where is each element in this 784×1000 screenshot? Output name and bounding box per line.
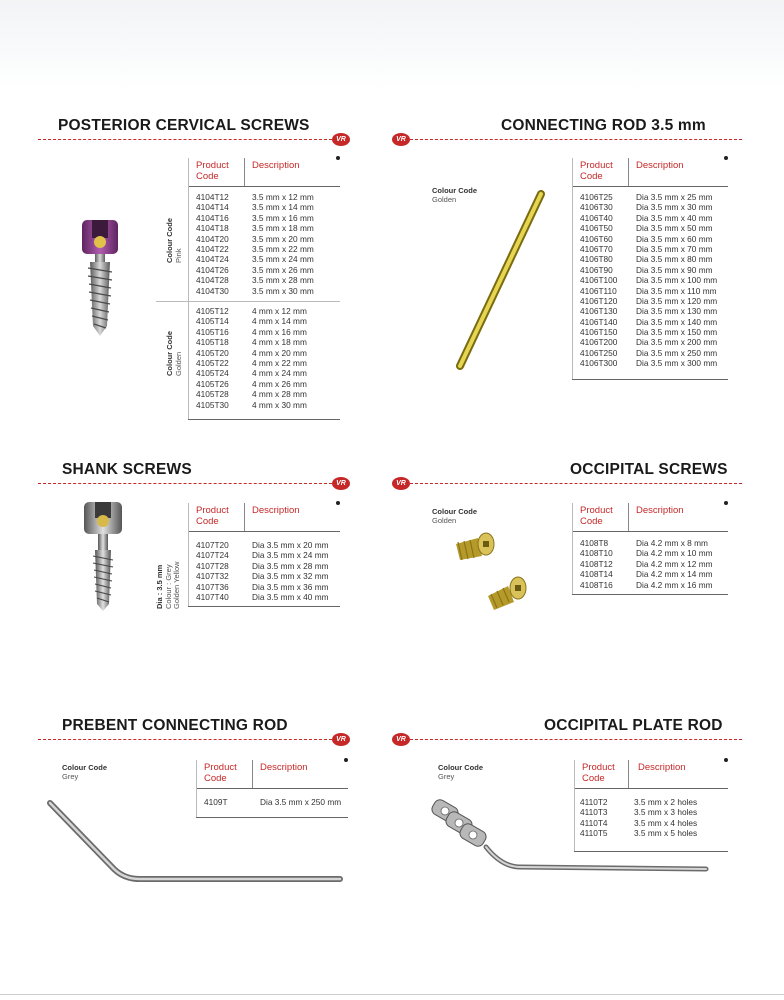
table-row: 4104T16 3.5 mm x 16 mm	[196, 212, 314, 223]
section-divider	[410, 739, 742, 740]
group-separator	[156, 301, 340, 302]
column-header-product-code: Product Code	[582, 762, 615, 784]
golden-occipital-screws-image	[448, 530, 538, 622]
table-corner-dot	[724, 758, 728, 762]
table-row: 4107T24 Dia 3.5 mm x 24 mm	[196, 550, 329, 561]
table-row: 4108T8 Dia 4.2 mm x 8 mm	[580, 538, 708, 548]
table-row: 4106T120 Dia 3.5 mm x 120 mm	[580, 295, 718, 306]
column-header-description: Description	[638, 762, 686, 773]
section-title: OCCIPITAL SCREWS	[570, 461, 728, 478]
header-rule	[574, 788, 728, 789]
table-row: 4106T110 Dia 3.5 mm x 110 mm	[580, 285, 717, 296]
column-divider	[628, 158, 629, 186]
table-row: 4106T80 Dia 3.5 mm x 80 mm	[580, 254, 713, 265]
table-row: 4106T130 Dia 3.5 mm x 130 mm	[580, 306, 718, 317]
vr-logo-badge: VR	[332, 477, 350, 490]
table-row: 4105T12 4 mm x 12 mm	[196, 306, 307, 316]
table-bottom-rule	[574, 851, 728, 852]
table-corner-dot	[724, 501, 728, 505]
table-row: 4107T28 Dia 3.5 mm x 28 mm	[196, 560, 329, 571]
colour-code-label-pink: Colour Code Pink	[165, 218, 183, 263]
table-row: 4105T18 4 mm x 18 mm	[196, 337, 307, 348]
table-row: 4106T60 Dia 3.5 mm x 60 mm	[580, 233, 713, 244]
table-row: 4107T40 Dia 3.5 mm x 40 mm	[196, 591, 329, 602]
column-header-description: Description	[636, 160, 684, 171]
golden-connecting-rod-image	[448, 190, 548, 370]
table-row: 4106T200 Dia 3.5 mm x 200 mm	[580, 337, 718, 348]
section-divider	[38, 483, 332, 484]
table-row: 4110T5 3.5 mm x 5 holes	[580, 828, 698, 839]
section-title: PREBENT CONNECTING ROD	[62, 717, 288, 734]
column-divider	[244, 158, 245, 186]
section-title: SHANK SCREWS	[62, 461, 192, 478]
table-row: 4104T30 3.5 mm x 30 mm	[196, 285, 314, 296]
table-row: 4105T16 4 mm x 16 mm	[196, 326, 307, 337]
colour-code-label: Colour Code Golden	[432, 507, 477, 525]
table-row: 4105T20 4 mm x 20 mm	[196, 347, 307, 358]
table-body	[574, 797, 728, 839]
table-row: 4106T300 Dia 3.5 mm x 300 mm	[580, 358, 718, 369]
section-divider	[410, 483, 742, 484]
column-divider	[252, 760, 253, 788]
colour-code-label: Colour Code Golden	[432, 186, 477, 204]
table-row: 4107T32 Dia 3.5 mm x 32 mm	[196, 571, 329, 582]
table-row: 4106T70 Dia 3.5 mm x 70 mm	[580, 243, 713, 254]
table-row: 4107T36 Dia 3.5 mm x 36 mm	[196, 581, 329, 592]
table-row: 4106T30 Dia 3.5 mm x 30 mm	[580, 202, 713, 213]
section-divider	[38, 739, 332, 740]
shank-spec-label: Dia : 3.5 mm Colour : Grey Golden Yellow	[155, 561, 181, 609]
table-row: 4105T22 4 mm x 22 mm	[196, 357, 307, 368]
column-divider	[628, 760, 629, 788]
table-row: 4108T16 Dia 4.2 mm x 16 mm	[580, 579, 713, 590]
table-row: 4104T28 3.5 mm x 28 mm	[196, 275, 314, 286]
table-row: 4105T24 4 mm x 24 mm	[196, 368, 307, 379]
table-bottom-rule	[572, 594, 728, 595]
polyaxial-screw-pink-image	[70, 218, 132, 338]
column-header-product-code: Product Code	[204, 762, 237, 784]
table-body	[188, 540, 340, 602]
table-row: 4105T14 4 mm x 14 mm	[196, 316, 307, 327]
table-row: 4104T12 3.5 mm x 12 mm	[196, 192, 314, 202]
vr-logo-badge: VR	[332, 133, 350, 146]
section-title: POSTERIOR CERVICAL SCREWS	[58, 117, 310, 134]
column-header-product-code: Product Code	[196, 505, 229, 527]
column-header-product-code: Product Code	[580, 505, 613, 527]
table-row: 4104T26 3.5 mm x 26 mm	[196, 264, 314, 275]
section-title: CONNECTING ROD 3.5 mm	[501, 117, 706, 134]
table-header	[572, 503, 728, 531]
table-row: 4110T4 3.5 mm x 4 holes	[580, 817, 698, 828]
table-header	[188, 158, 340, 186]
table-row: 4108T10 Dia 4.2 mm x 10 mm	[580, 548, 713, 559]
vr-logo-badge: VR	[332, 733, 350, 746]
table-body-group-2	[188, 306, 340, 410]
table-bottom-rule	[188, 419, 340, 420]
column-header-product-code: Product Code	[580, 160, 613, 182]
shank-product-table	[188, 503, 340, 607]
column-header-description: Description	[260, 762, 308, 773]
header-background	[0, 0, 784, 90]
table-row: 4106T25 Dia 3.5 mm x 25 mm	[580, 192, 713, 202]
posterior-product-table	[188, 158, 340, 420]
header-rule	[572, 186, 728, 187]
vr-logo-badge: VR	[392, 477, 410, 490]
table-bottom-rule	[196, 817, 348, 818]
table-row: 4105T28 4 mm x 28 mm	[196, 389, 307, 400]
table-header	[574, 760, 728, 788]
table-row: 4109T Dia 3.5 mm x 250 mm	[204, 797, 342, 807]
header-rule	[188, 531, 340, 532]
column-header-description: Description	[252, 160, 300, 171]
column-divider	[244, 503, 245, 531]
table-body	[572, 538, 728, 590]
occipital-plate-product-table	[574, 760, 728, 852]
table-header	[188, 503, 340, 531]
table-body-group-1	[188, 192, 340, 296]
table-row: 4106T50 Dia 3.5 mm x 50 mm	[580, 223, 713, 234]
column-header-description: Description	[636, 505, 684, 516]
vr-logo-badge: VR	[392, 733, 410, 746]
table-body	[196, 797, 348, 807]
table-header	[572, 158, 728, 186]
table-row: 4106T250 Dia 3.5 mm x 250 mm	[580, 347, 718, 358]
table-left-border	[196, 760, 197, 818]
column-header-product-code: Product Code	[196, 160, 229, 182]
table-row: 4108T12 Dia 4.2 mm x 12 mm	[580, 558, 713, 569]
table-row: 4105T30 4 mm x 30 mm	[196, 399, 307, 410]
table-corner-dot	[344, 758, 348, 762]
table-header	[196, 760, 348, 788]
table-row: 4104T14 3.5 mm x 14 mm	[196, 202, 314, 213]
colour-code-label: Colour Code Grey	[62, 763, 107, 781]
table-row: 4106T40 Dia 3.5 mm x 40 mm	[580, 212, 713, 223]
prebent-rod-product-table	[196, 760, 348, 818]
vr-logo-badge: VR	[392, 133, 410, 146]
table-row: 4106T100 Dia 3.5 mm x 100 mm	[580, 275, 718, 286]
column-divider	[628, 503, 629, 531]
page-footer-rule	[0, 994, 784, 995]
shank-screw-image	[78, 500, 128, 612]
table-row: 4110T3 3.5 mm x 3 holes	[580, 807, 698, 818]
occipital-screw-product-table	[572, 503, 728, 595]
header-rule	[196, 788, 348, 789]
table-row: 4106T90 Dia 3.5 mm x 90 mm	[580, 264, 713, 275]
table-corner-dot	[724, 156, 728, 160]
table-row: 4106T140 Dia 3.5 mm x 140 mm	[580, 316, 718, 327]
table-row: 4104T20 3.5 mm x 20 mm	[196, 233, 314, 244]
table-row: 4104T22 3.5 mm x 22 mm	[196, 243, 314, 254]
header-rule	[572, 531, 728, 532]
table-row: 4104T18 3.5 mm x 18 mm	[196, 223, 314, 234]
table-bottom-rule	[188, 606, 340, 607]
table-row: 4108T14 Dia 4.2 mm x 14 mm	[580, 569, 713, 580]
header-rule	[188, 186, 340, 187]
table-row: 4106T150 Dia 3.5 mm x 150 mm	[580, 327, 718, 338]
table-corner-dot	[336, 156, 340, 160]
table-row: 4110T2 3.5 mm x 2 holes	[580, 797, 698, 807]
connecting-rod-product-table	[572, 158, 728, 380]
table-corner-dot	[336, 501, 340, 505]
table-bottom-rule	[572, 379, 728, 380]
colour-code-label-golden: Colour Code Golden	[165, 331, 183, 376]
section-divider	[410, 139, 742, 140]
section-divider	[38, 139, 332, 140]
colour-code-label: Colour Code Grey	[438, 763, 483, 781]
section-title: OCCIPITAL PLATE ROD	[544, 717, 723, 734]
table-body	[572, 192, 728, 369]
table-row: 4104T24 3.5 mm x 24 mm	[196, 254, 314, 265]
table-row: 4105T26 4 mm x 26 mm	[196, 378, 307, 389]
table-row: 4107T20 Dia 3.5 mm x 20 mm	[196, 540, 329, 550]
column-header-description: Description	[252, 505, 300, 516]
